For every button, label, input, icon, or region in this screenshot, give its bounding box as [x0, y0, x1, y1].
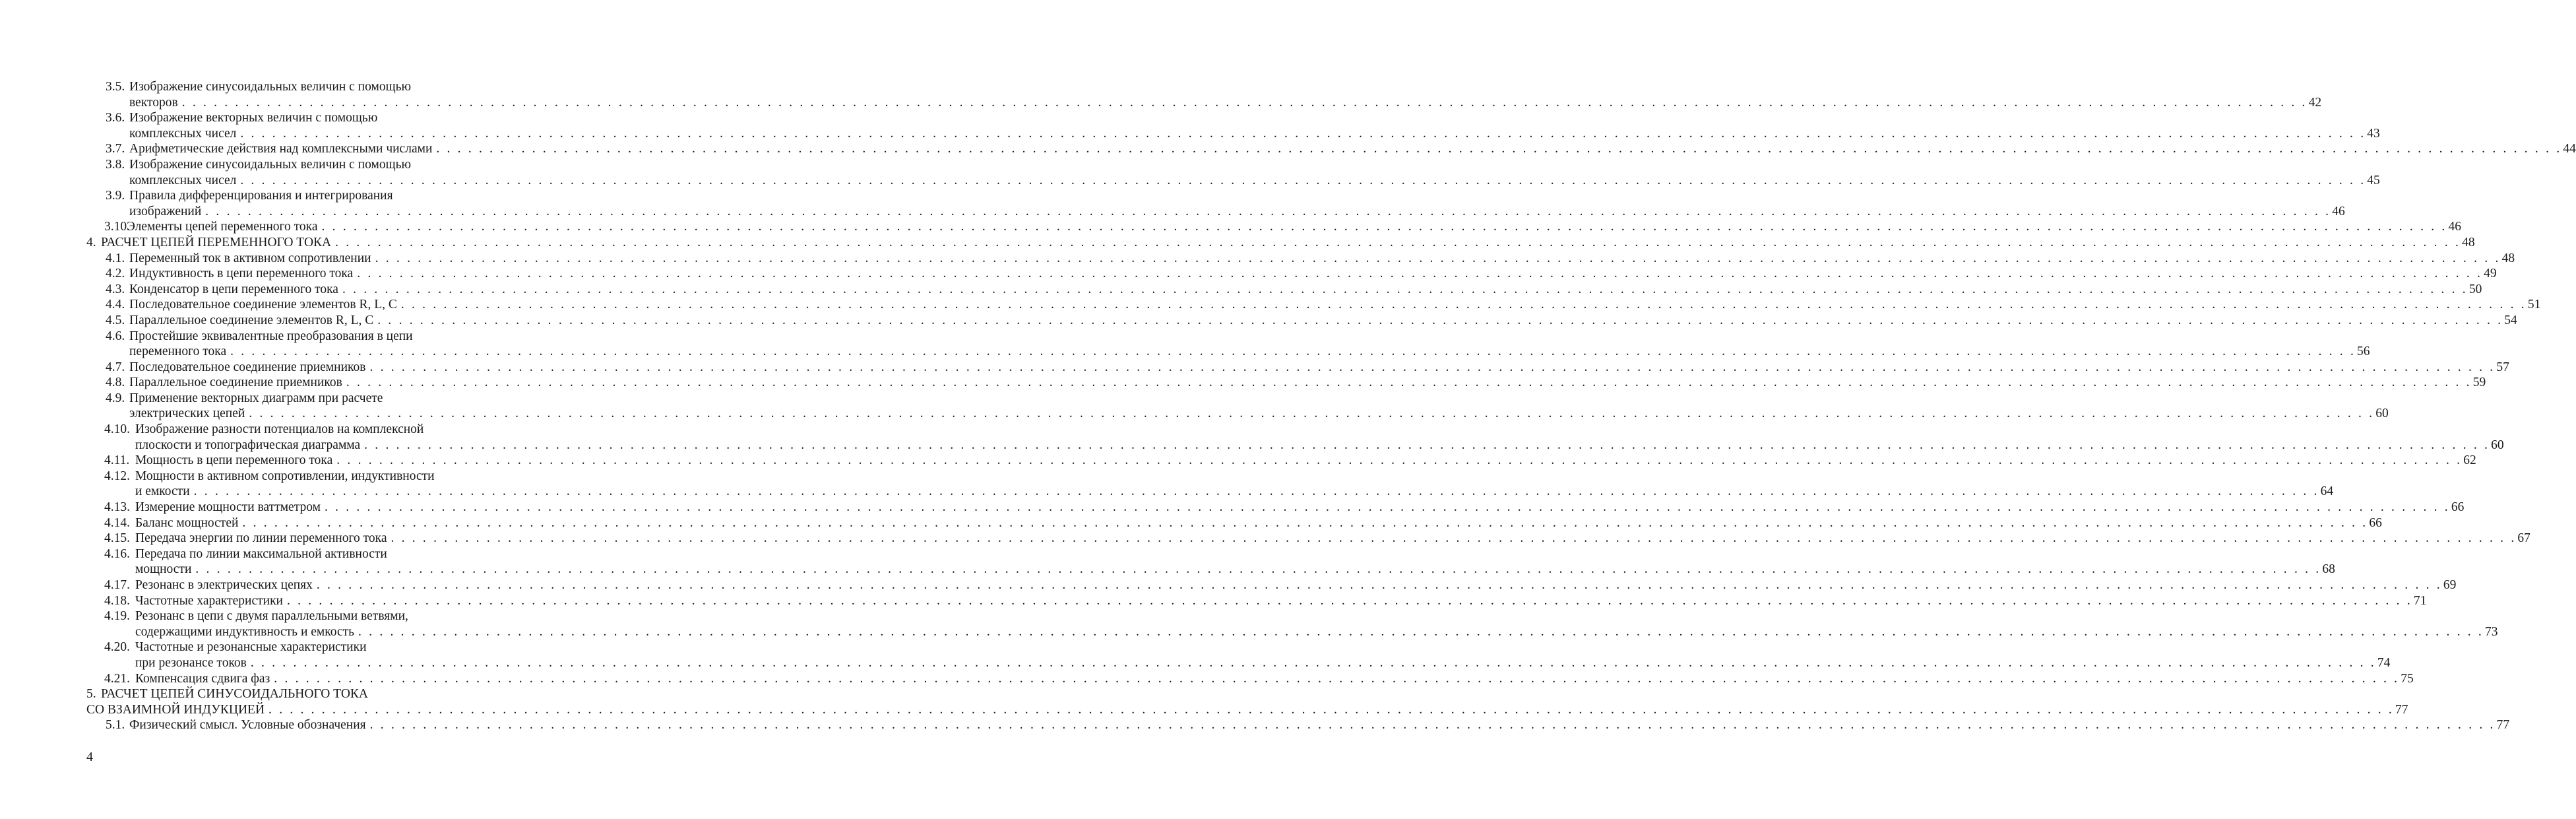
dot-leader: . . . . . . . . . . . . . . . . . . . . . . . . . . . . . . . . . . . . . . . . . . . . . . . . . . . . . . . . . . . . . . . . . . . . . . . . . . . . . . . . . . . . . . . . . . . . . . . . . . . . . . . . . . . . . . . . . . . . . . . . . . . . . . . . . . . . . . . . . . . . . . . . . . . . . . . . . . . . . . . . . . . . . . . . . . . . . . . . . . . . . . . . . . . . . . . . . . . . . . . . [286, 593, 2412, 608]
toc-entry-page: 54 [2504, 313, 2517, 327]
toc-entry-number: 4.9. [106, 391, 125, 405]
toc-entry-page: 56 [2357, 344, 2370, 359]
toc-entry [0, 282, 2482, 298]
toc-entry [0, 157, 577, 173]
toc-entry-number: 4.5. [106, 313, 125, 327]
toc-entry-title: векторов [129, 95, 178, 110]
toc-entry [0, 391, 577, 407]
toc-entry-continuation [0, 95, 2322, 111]
toc-entry-title: Изображение синусоидальных величин с помощью [129, 80, 412, 94]
toc-entry-page: 73 [2484, 624, 2498, 639]
table-of-contents [0, 79, 2576, 733]
toc-entry-page: 59 [2472, 376, 2486, 390]
dot-leader: . . . . . . . . . . . . . . . . . . . . . . . . . . . . . . . . . . . . . . . . . . . . . . . . . . . . . . . . . . . . . . . . . . . . . . . . . . . . . . . . . . . . . . . . . . . . . . . . . . . . . . . . . . . . . . . . . . . . . . . . . . . . . . . . . . . . . . . . . . . . . . . . . . . . . . . . . . . . . . . . . . . . . . . . . . . . . . . . . . . . . . . . . . . . . . . . . . . . . . . . [436, 142, 2562, 156]
toc-entry-title: Параллельное соединение элементов R, L, C [129, 313, 374, 327]
dot-leader: . . . . . . . . . . . . . . . . . . . . . . . . . . . . . . . . . . . . . . . . . . . . . . . . . . . . . . . . . . . . . . . . . . . . . . . . . . . . . . . . . . . . . . . . . . . . . . . . . . . . . . . . . . . . . . . . . . . . . . . . . . . . . . . . . . . . . . . . . . . . . . . . . . . . . . . . . . . . . . . . . . . . . . . . . . . . . . . . . . . . . . . . . . . . . . . . . . . . . . . . [316, 578, 2442, 592]
toc-entry-title: Изображение синусоидальных величин с помощью [129, 157, 412, 172]
toc-entry-title: Параллельное соединение приемников [129, 376, 342, 390]
toc-entry-continuation [0, 702, 2408, 718]
toc-entry-page: 69 [2443, 578, 2457, 592]
toc-entry-number: 4.17. [104, 578, 130, 592]
toc-entry-title: мощности [135, 562, 192, 577]
toc-entry-number: 3.7. [106, 142, 125, 156]
toc-entry-title: Правила дифференцирования и интегрирования [129, 189, 393, 203]
toc-entry-number: 4.13. [104, 500, 130, 515]
toc-entry-number: 4.2. [106, 267, 125, 281]
toc-entry-title: изображений [129, 204, 202, 218]
toc-entry-number: 4.7. [106, 360, 125, 374]
toc-entry-number: 4.18. [104, 593, 130, 608]
toc-entry-title: переменного тока [129, 344, 227, 359]
toc-entry-continuation [0, 204, 2345, 220]
dot-leader: . . . . . . . . . . . . . . . . . . . . . . . . . . . . . . . . . . . . . . . . . . . . . . . . . . . . . . . . . . . . . . . . . . . . . . . . . . . . . . . . . . . . . . . . . . . . . . . . . . . . . . . . . . . . . . . . . . . . . . . . . . . . . . . . . . . . . . . . . . . . . . . . . . . . . . . . . . . . . . . . . . . . . . . . . . . . . . . . . . . . . . . . . . . . . . . . . . . . . . . . [324, 500, 2450, 515]
toc-entry [0, 313, 2517, 329]
dot-leader: . . . . . . . . . . . . . . . . . . . . . . . . . . . . . . . . . . . . . . . . . . . . . . . . . . . . . . . . . . . . . . . . . . . . . . . . . . . . . . . . . . . . . . . . . . . . . . . . . . . . . . . . . . . . . . . . . . . . . . . . . . . . . . . . . . . . . . . . . . . . . . . . . . . . . . . . . . . . . . . . . . . . . . . . . . . . . . . . . . . . . . . . . . . . . . . . . . . . . . . . [321, 220, 2447, 234]
toc-entry-title: комплексных чисел [129, 173, 237, 187]
toc-entry-page: 42 [2308, 95, 2322, 110]
dot-leader: . . . . . . . . . . . . . . . . . . . . . . . . . . . . . . . . . . . . . . . . . . . . . . . . . . . . . . . . . . . . . . . . . . . . . . . . . . . . . . . . . . . . . . . . . . . . . . . . . . . . . . . . . . . . . . . . . . . . . . . . . . . . . . . . . . . . . . . . . . . . . . . . . . . . . . . . . . . . . . . . . . . . . . . . . . . . . . . . . . . . . . . . . . . . . . . . . . . . . . . . [240, 126, 2366, 141]
toc-entry [0, 188, 577, 204]
toc-entry-page: 68 [2322, 562, 2335, 577]
toc-entry-number: 4.6. [106, 329, 125, 343]
toc-entry-title: Физический смысл. Условные обозначения [129, 718, 366, 733]
toc-entry-number: 4.15. [104, 531, 130, 546]
toc-entry-number: 3.5. [106, 80, 125, 94]
toc-entry-title: Индуктивность в цепи переменного тока [129, 267, 354, 281]
dot-leader: . . . . . . . . . . . . . . . . . . . . . . . . . . . . . . . . . . . . . . . . . . . . . . . . . . . . . . . . . . . . . . . . . . . . . . . . . . . . . . . . . . . . . . . . . . . . . . . . . . . . . . . . . . . . . . . . . . . . . . . . . . . . . . . . . . . . . . . . . . . . . . . . . . . . . . . . . . . . . . . . . . . . . . . . . . . . . . . . . . . . . . . . . . . . . . . . . . . . . . . . [375, 251, 2501, 265]
toc-entry-number: 4.14. [104, 515, 130, 530]
toc-entry-page: 49 [2484, 267, 2497, 281]
toc-entry-title: электрических цепей [129, 407, 245, 421]
toc-entry-number: 4.4. [106, 298, 125, 312]
toc-entry-page: 50 [2468, 282, 2482, 296]
dot-leader: . . . . . . . . . . . . . . . . . . . . . . . . . . . . . . . . . . . . . . . . . . . . . . . . . . . . . . . . . . . . . . . . . . . . . . . . . . . . . . . . . . . . . . . . . . . . . . . . . . . . . . . . . . . . . . . . . . . . . . . . . . . . . . . . . . . . . . . . . . . . . . . . . . . . . . . . . . . . . . . . . . . . . . . . . . . . . . . . . . . . . . . . . . . . . . . . . . . . . . . . [230, 344, 2356, 359]
toc-entry-page: 74 [2377, 655, 2391, 670]
toc-entry-page: 60 [2375, 407, 2389, 421]
dot-leader: . . . . . . . . . . . . . . . . . . . . . . . . . . . . . . . . . . . . . . . . . . . . . . . . . . . . . . . . . . . . . . . . . . . . . . . . . . . . . . . . . . . . . . . . . . . . . . . . . . . . . . . . . . . . . . . . . . . . . . . . . . . . . . . . . . . . . . . . . . . . . . . . . . . . . . . . . . . . . . . . . . . . . . . . . . . . . . . . . . . . . . . . . . . . . . . . . . . . . . . . [250, 655, 2376, 670]
toc-entry-number: 4.1. [106, 251, 125, 265]
toc-entry-title: Арифметические действия над комплексными числами [129, 142, 433, 156]
dot-leader: . . . . . . . . . . . . . . . . . . . . . . . . . . . . . . . . . . . . . . . . . . . . . . . . . . . . . . . . . . . . . . . . . . . . . . . . . . . . . . . . . . . . . . . . . . . . . . . . . . . . . . . . . . . . . . . . . . . . . . . . . . . . . . . . . . . . . . . . . . . . . . . . . . . . . . . . . . . . . . . . . . . . . . . . . . . . . . . . . . . . . . . . . . . . . . . . . . . . . . . . [358, 624, 2484, 639]
dot-leader: . . . . . . . . . . . . . . . . . . . . . . . . . . . . . . . . . . . . . . . . . . . . . . . . . . . . . . . . . . . . . . . . . . . . . . . . . . . . . . . . . . . . . . . . . . . . . . . . . . . . . . . . . . . . . . . . . . . . . . . . . . . . . . . . . . . . . . . . . . . . . . . . . . . . . . . . . . . . . . . . . . . . . . . . . . . . . . . . . . . . . . . . . . . . . . . . . . . . . . . . [369, 718, 2496, 733]
toc-entry-page: 51 [2527, 298, 2541, 312]
toc-entry [0, 266, 2497, 282]
dot-leader: . . . . . . . . . . . . . . . . . . . . . . . . . . . . . . . . . . . . . . . . . . . . . . . . . . . . . . . . . . . . . . . . . . . . . . . . . . . . . . . . . . . . . . . . . . . . . . . . . . . . . . . . . . . . . . . . . . . . . . . . . . . . . . . . . . . . . . . . . . . . . . . . . . . . . . . . . . . . . . . . . . . . . . . . . . . . . . . . . . . . . . . . . . . . . . . . . . . . . . . . [342, 282, 2468, 296]
toc-entry-continuation [0, 344, 2370, 360]
toc-entry [0, 717, 2510, 733]
toc-entry-title: Частотные и резонансные характеристики [135, 640, 367, 655]
toc-entry [0, 593, 2427, 609]
toc-entry-title: РАСЧЕТ ЦЕПЕЙ СИНУСОИДАЛЬНОГО ТОКА [101, 687, 368, 702]
page-number: 4 [86, 750, 93, 764]
toc-entry-page: 77 [2496, 718, 2510, 733]
toc-entry [0, 531, 2530, 546]
toc-entry-title: Передача энергии по линии переменного тока [135, 531, 387, 546]
toc-entry-page: 43 [2367, 126, 2380, 141]
toc-entry-page: 62 [2463, 453, 2476, 468]
toc-entry-number: 3.10. [104, 220, 130, 234]
toc-entry-page: 44 [2563, 142, 2576, 156]
toc-entry [0, 329, 577, 344]
toc-entry-number: 4.11. [104, 453, 130, 468]
toc-entry-title: Последовательное соединение элементов R, L, C [129, 298, 397, 312]
toc-entry-title: Частотные характеристики [135, 593, 283, 608]
toc-entry-title: Конденсатор в цепи переменного тока [129, 282, 338, 296]
toc-entry-continuation [0, 126, 2380, 142]
toc-entry [0, 110, 577, 126]
toc-entry [0, 251, 2515, 267]
toc-entry-title: и емкости [135, 484, 190, 499]
toc-entry-title: СО ВЗАИМНОЙ ИНДУКЦИЕЙ [86, 702, 265, 717]
toc-entry-continuation [0, 406, 2389, 422]
toc-entry-title: Простейшие эквивалентные преобразования в цепи [129, 329, 413, 343]
toc-entry-page: 66 [2369, 515, 2382, 530]
dot-leader: . . . . . . . . . . . . . . . . . . . . . . . . . . . . . . . . . . . . . . . . . . . . . . . . . . . . . . . . . . . . . . . . . . . . . . . . . . . . . . . . . . . . . . . . . . . . . . . . . . . . . . . . . . . . . . . . . . . . . . . . . . . . . . . . . . . . . . . . . . . . . . . . . . . . . . . . . . . . . . . . . . . . . . . . . . . . . . . . . . . . . . . . . . . . . . . . . . . . . . . . [242, 515, 2368, 530]
toc-entry [0, 608, 577, 624]
dot-leader: . . . . . . . . . . . . . . . . . . . . . . . . . . . . . . . . . . . . . . . . . . . . . . . . . . . . . . . . . . . . . . . . . . . . . . . . . . . . . . . . . . . . . . . . . . . . . . . . . . . . . . . . . . . . . . . . . . . . . . . . . . . . . . . . . . . . . . . . . . . . . . . . . . . . . . . . . . . . . . . . . . . . . . . . . . . . . . . . . . . . . . . . . . . . . . . . . . . . . . . . [193, 484, 2319, 499]
toc-entry-number: 4.12. [104, 469, 130, 483]
toc-entry [0, 469, 577, 484]
toc-entry-page: 46 [2332, 204, 2345, 218]
toc-entry-number: 4. [86, 235, 96, 249]
toc-entry [0, 500, 2465, 515]
toc-entry-page: 66 [2451, 500, 2465, 515]
toc-entry [0, 297, 2541, 313]
toc-entry-number: 3.8. [106, 157, 125, 172]
toc-entry-title: Измерение мощности ваттметром [135, 500, 321, 515]
toc-entry-continuation [0, 624, 2498, 640]
dot-leader: . . . . . . . . . . . . . . . . . . . . . . . . . . . . . . . . . . . . . . . . . . . . . . . . . . . . . . . . . . . . . . . . . . . . . . . . . . . . . . . . . . . . . . . . . . . . . . . . . . . . . . . . . . . . . . . . . . . . . . . . . . . . . . . . . . . . . . . . . . . . . . . . . . . . . . . . . . . . . . . . . . . . . . . . . . . . . . . . . . . . . . . . . . . . . . . . . . . . . . . . [346, 376, 2472, 390]
toc-entry-page: 45 [2367, 173, 2380, 187]
toc-entry [0, 453, 2476, 469]
dot-leader: . . . . . . . . . . . . . . . . . . . . . . . . . . . . . . . . . . . . . . . . . . . . . . . . . . . . . . . . . . . . . . . . . . . . . . . . . . . . . . . . . . . . . . . . . . . . . . . . . . . . . . . . . . . . . . . . . . . . . . . . . . . . . . . . . . . . . . . . . . . . . . . . . . . . . . . . . . . . . . . . . . . . . . . . . . . . . . . . . . . . . . . . . . . . . . . . . . . . . . . . [335, 235, 2461, 249]
toc-entry [0, 546, 577, 562]
toc-entry-title: Последовательное соединение приемников [129, 360, 366, 374]
dot-leader: . . . . . . . . . . . . . . . . . . . . . . . . . . . . . . . . . . . . . . . . . . . . . . . . . . . . . . . . . . . . . . . . . . . . . . . . . . . . . . . . . . . . . . . . . . . . . . . . . . . . . . . . . . . . . . . . . . . . . . . . . . . . . . . . . . . . . . . . . . . . . . . . . . . . . . . . . . . . . . . . . . . . . . . . . . . . . . . . . . . . . . . . . . . . . . . . . . . . . . . . [391, 531, 2517, 546]
toc-entry-page: 46 [2448, 220, 2461, 234]
toc-entry-continuation [0, 173, 2380, 189]
toc-entry-title: Мощность в цепи переменного тока [135, 453, 333, 468]
toc-entry [0, 671, 2414, 687]
toc-entry-continuation [0, 484, 2334, 500]
toc-entry-title: при резонансе токов [135, 655, 247, 670]
dot-leader: . . . . . . . . . . . . . . . . . . . . . . . . . . . . . . . . . . . . . . . . . . . . . . . . . . . . . . . . . . . . . . . . . . . . . . . . . . . . . . . . . . . . . . . . . . . . . . . . . . . . . . . . . . . . . . . . . . . . . . . . . . . . . . . . . . . . . . . . . . . . . . . . . . . . . . . . . . . . . . . . . . . . . . . . . . . . . . . . . . . . . . . . . . . . . . . . . . . . . . . . [357, 267, 2483, 281]
toc-entry-page: 48 [2462, 235, 2475, 249]
toc-entry [0, 515, 2382, 531]
toc-entry-page: 64 [2320, 484, 2334, 499]
toc-entry-title: плоскости и топографическая диаграмма [135, 438, 361, 452]
dot-leader: . . . . . . . . . . . . . . . . . . . . . . . . . . . . . . . . . . . . . . . . . . . . . . . . . . . . . . . . . . . . . . . . . . . . . . . . . . . . . . . . . . . . . . . . . . . . . . . . . . . . . . . . . . . . . . . . . . . . . . . . . . . . . . . . . . . . . . . . . . . . . . . . . . . . . . . . . . . . . . . . . . . . . . . . . . . . . . . . . . . . . . . . . . . . . . . . . . . . . . . . [400, 298, 2527, 312]
toc-entry-title: Изображение векторных величин с помощью [129, 111, 378, 125]
toc-entry [0, 235, 2475, 251]
toc-entry-page: 57 [2496, 360, 2509, 374]
toc-entry-title: Резонанс в цепи с двумя параллельными ветвями, [135, 609, 408, 624]
dot-leader: . . . . . . . . . . . . . . . . . . . . . . . . . . . . . . . . . . . . . . . . . . . . . . . . . . . . . . . . . . . . . . . . . . . . . . . . . . . . . . . . . . . . . . . . . . . . . . . . . . . . . . . . . . . . . . . . . . . . . . . . . . . . . . . . . . . . . . . . . . . . . . . . . . . . . . . . . . . . . . . . . . . . . . . . . . . . . . . . . . . . . . . . . . . . . . . . . . . . . . . . [240, 173, 2366, 187]
toc-entry [0, 639, 577, 655]
toc-entry [0, 360, 2509, 376]
dot-leader: . . . . . . . . . . . . . . . . . . . . . . . . . . . . . . . . . . . . . . . . . . . . . . . . . . . . . . . . . . . . . . . . . . . . . . . . . . . . . . . . . . . . . . . . . . . . . . . . . . . . . . . . . . . . . . . . . . . . . . . . . . . . . . . . . . . . . . . . . . . . . . . . . . . . . . . . . . . . . . . . . . . . . . . . . . . . . . . . . . . . . . . . . . . . . . . . . . . . . . . . [195, 562, 2321, 577]
toc-entry-number: 5.1. [106, 718, 125, 733]
dot-leader: . . . . . . . . . . . . . . . . . . . . . . . . . . . . . . . . . . . . . . . . . . . . . . . . . . . . . . . . . . . . . . . . . . . . . . . . . . . . . . . . . . . . . . . . . . . . . . . . . . . . . . . . . . . . . . . . . . . . . . . . . . . . . . . . . . . . . . . . . . . . . . . . . . . . . . . . . . . . . . . . . . . . . . . . . . . . . . . . . . . . . . . . . . . . . . . . . . . . . . . . [336, 453, 2463, 468]
toc-entry [0, 375, 2486, 391]
toc-entry-continuation [0, 438, 2504, 453]
toc-entry-title: Переменный ток в активном сопротивлении [129, 251, 371, 265]
toc-entry-page: 71 [2413, 593, 2427, 608]
toc-entry-title: Компенсация сдвига фаз [135, 671, 270, 686]
toc-entry-number: 3.9. [106, 189, 125, 203]
toc-entry-number: 4.19. [104, 609, 130, 624]
dot-leader: . . . . . . . . . . . . . . . . . . . . . . . . . . . . . . . . . . . . . . . . . . . . . . . . . . . . . . . . . . . . . . . . . . . . . . . . . . . . . . . . . . . . . . . . . . . . . . . . . . . . . . . . . . . . . . . . . . . . . . . . . . . . . . . . . . . . . . . . . . . . . . . . . . . . . . . . . . . . . . . . . . . . . . . . . . . . . . . . . . . . . . . . . . . . . . . . . . . . . . . . [268, 702, 2394, 717]
toc-entry [0, 219, 2461, 235]
toc-entry-page: 67 [2517, 531, 2530, 546]
dot-leader: . . . . . . . . . . . . . . . . . . . . . . . . . . . . . . . . . . . . . . . . . . . . . . . . . . . . . . . . . . . . . . . . . . . . . . . . . . . . . . . . . . . . . . . . . . . . . . . . . . . . . . . . . . . . . . . . . . . . . . . . . . . . . . . . . . . . . . . . . . . . . . . . . . . . . . . . . . . . . . . . . . . . . . . . . . . . . . . . . . . . . . . . . . . . . . . . . . . . . . . . [364, 438, 2490, 452]
toc-entry-number: 4.20. [104, 640, 130, 655]
toc-entry-number: 4.8. [106, 376, 125, 390]
toc-entry-continuation [0, 562, 2335, 577]
toc-entry-title: содержащими индуктивность и емкость [135, 624, 355, 639]
toc-entry-title: Резонанс в электрических цепях [135, 578, 313, 592]
toc-entry-continuation [0, 655, 2391, 671]
dot-leader: . . . . . . . . . . . . . . . . . . . . . . . . . . . . . . . . . . . . . . . . . . . . . . . . . . . . . . . . . . . . . . . . . . . . . . . . . . . . . . . . . . . . . . . . . . . . . . . . . . . . . . . . . . . . . . . . . . . . . . . . . . . . . . . . . . . . . . . . . . . . . . . . . . . . . . . . . . . . . . . . . . . . . . . . . . . . . . . . . . . . . . . . . . . . . . . . . . . . . . . . [377, 313, 2503, 327]
toc-entry-title: Баланс мощностей [135, 515, 239, 530]
toc-entry-title: Мощности в активном сопротивлении, индуктивности [135, 469, 435, 483]
toc-entry [0, 422, 577, 438]
toc-entry-page: 75 [2401, 671, 2414, 686]
toc-entry-number: 5. [86, 687, 96, 702]
dot-leader: . . . . . . . . . . . . . . . . . . . . . . . . . . . . . . . . . . . . . . . . . . . . . . . . . . . . . . . . . . . . . . . . . . . . . . . . . . . . . . . . . . . . . . . . . . . . . . . . . . . . . . . . . . . . . . . . . . . . . . . . . . . . . . . . . . . . . . . . . . . . . . . . . . . . . . . . . . . . . . . . . . . . . . . . . . . . . . . . . . . . . . . . . . . . . . . . . . . . . . . . [181, 95, 2308, 110]
dot-leader: . . . . . . . . . . . . . . . . . . . . . . . . . . . . . . . . . . . . . . . . . . . . . . . . . . . . . . . . . . . . . . . . . . . . . . . . . . . . . . . . . . . . . . . . . . . . . . . . . . . . . . . . . . . . . . . . . . . . . . . . . . . . . . . . . . . . . . . . . . . . . . . . . . . . . . . . . . . . . . . . . . . . . . . . . . . . . . . . . . . . . . . . . . . . . . . . . . . . . . . . [249, 407, 2375, 421]
toc-entry [0, 577, 2457, 593]
toc-entry [0, 79, 577, 95]
toc-entry-title: комплексных чисел [129, 126, 237, 141]
toc-entry-page: 60 [2491, 438, 2504, 452]
toc-entry-number: 4.10. [104, 422, 130, 437]
toc-entry-number: 4.3. [106, 282, 125, 296]
toc-entry-title: РАСЧЕТ ЦЕПЕЙ ПЕРЕМЕННОГО ТОКА [101, 235, 332, 249]
toc-entry [0, 686, 577, 702]
dot-leader: . . . . . . . . . . . . . . . . . . . . . . . . . . . . . . . . . . . . . . . . . . . . . . . . . . . . . . . . . . . . . . . . . . . . . . . . . . . . . . . . . . . . . . . . . . . . . . . . . . . . . . . . . . . . . . . . . . . . . . . . . . . . . . . . . . . . . . . . . . . . . . . . . . . . . . . . . . . . . . . . . . . . . . . . . . . . . . . . . . . . . . . . . . . . . . . . . . . . . . . . [369, 360, 2496, 374]
toc-entry [0, 141, 2576, 157]
toc-entry-page: 48 [2501, 251, 2515, 265]
toc-entry-number: 4.16. [104, 546, 130, 561]
toc-entry-title: Передача по линии максимальной активности [135, 546, 387, 561]
toc-entry-title: Изображение разности потенциалов на комплексной [135, 422, 424, 437]
toc-entry-title: Применение векторных диаграмм при расчете [129, 391, 383, 405]
toc-entry-number: 4.21. [104, 671, 130, 686]
dot-leader: . . . . . . . . . . . . . . . . . . . . . . . . . . . . . . . . . . . . . . . . . . . . . . . . . . . . . . . . . . . . . . . . . . . . . . . . . . . . . . . . . . . . . . . . . . . . . . . . . . . . . . . . . . . . . . . . . . . . . . . . . . . . . . . . . . . . . . . . . . . . . . . . . . . . . . . . . . . . . . . . . . . . . . . . . . . . . . . . . . . . . . . . . . . . . . . . . . . . . . . . [205, 204, 2331, 218]
dot-leader: . . . . . . . . . . . . . . . . . . . . . . . . . . . . . . . . . . . . . . . . . . . . . . . . . . . . . . . . . . . . . . . . . . . . . . . . . . . . . . . . . . . . . . . . . . . . . . . . . . . . . . . . . . . . . . . . . . . . . . . . . . . . . . . . . . . . . . . . . . . . . . . . . . . . . . . . . . . . . . . . . . . . . . . . . . . . . . . . . . . . . . . . . . . . . . . . . . . . . . . . [274, 671, 2400, 686]
toc-entry-page: 77 [2395, 702, 2408, 717]
toc-entry-number: 3.6. [106, 111, 125, 125]
toc-entry-title: Элементы цепей переменного тока [127, 220, 318, 234]
